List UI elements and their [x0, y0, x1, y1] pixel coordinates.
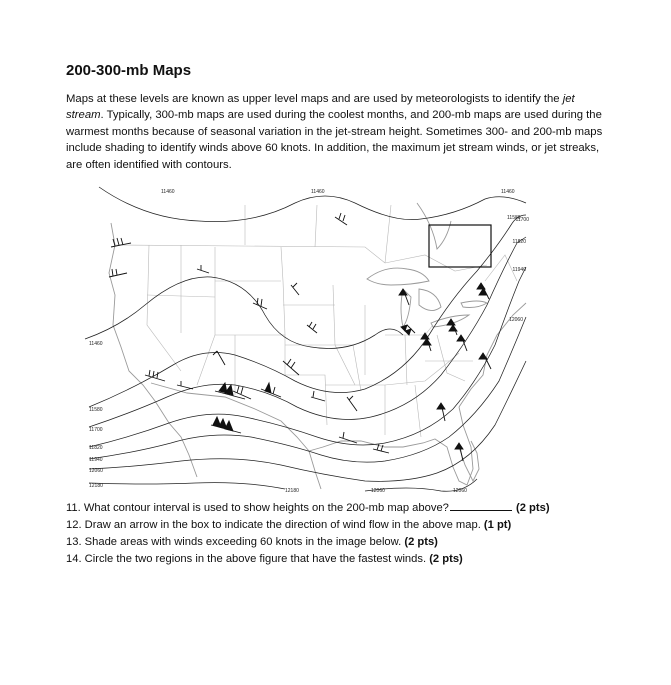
label-top-mid: 11460: [311, 189, 325, 195]
question-11: [66, 500, 550, 517]
label-west-11580: 11580: [89, 407, 103, 413]
intro-paragraph: [66, 91, 611, 173]
question-12: [66, 517, 550, 534]
intro-text-1: Maps at these levels are known as upper level maps and are used by meteorologists to identify the: [66, 93, 563, 105]
label-west-11820: 11820: [89, 445, 103, 451]
label-top-right: 11460: [501, 189, 515, 195]
question-text: Draw an arrow in the box to indicate the direction of wind flow in the above map.: [84, 519, 481, 531]
question-points: (1 pt): [483, 519, 512, 531]
question-text: Circle the two regions in the above figure that have the fastest winds.: [84, 553, 427, 565]
question-number: 14.: [66, 553, 82, 565]
upper-air-map: [85, 185, 529, 494]
intro-emphasis: jet stream: [66, 93, 575, 122]
label-east-12060: 12060: [509, 317, 523, 323]
label-ne-11700: 11700: [515, 217, 529, 223]
question-points: (2 pts): [429, 553, 463, 565]
answer-blank[interactable]: [450, 501, 512, 511]
intro-text-2: . Typically, 300-mb maps are used during the coolest months, and 200-mb maps are used during the warmest months because of seasonal variation in the jet-stream height. Sometimes 300- and 200-mb maps include shading to identify winds above 60 knots. In addition, the maximum jet stream winds, or jet streaks, are often identified with contours.: [66, 109, 603, 171]
question-points: (2 pts): [516, 502, 550, 514]
label-bottom-12060-a: 12060: [371, 488, 385, 494]
label-west-11700: 11700: [89, 427, 103, 433]
question-number: 13.: [66, 536, 82, 548]
label-top-left: 11460: [161, 189, 175, 195]
label-bottom-12180: 12180: [285, 488, 299, 494]
question-number: 11.: [66, 502, 81, 514]
label-west-12060: 12060: [89, 468, 103, 474]
label-west-11940: 11940: [89, 457, 103, 463]
question-13: [66, 534, 550, 551]
label-bottom-12060-b: 12060: [453, 488, 467, 494]
label-ne-11820: 11820: [512, 239, 526, 245]
question-text: What contour interval is used to show heights on the 200-mb map above?: [83, 502, 449, 514]
label-west-11460: 11460: [89, 341, 103, 347]
question-14: [66, 551, 550, 568]
question-points: (2 pts): [404, 536, 438, 548]
page-title: 200-300-mb Maps: [66, 62, 192, 79]
label-west-12180: 12180: [89, 483, 103, 489]
question-text: Shade areas with winds exceeding 60 knots in the image below.: [84, 536, 402, 548]
question-number: 12.: [66, 519, 82, 531]
question-list: [66, 500, 550, 568]
label-ne-11940: 11940: [512, 267, 526, 273]
label-ne-11580: 11580: [507, 215, 521, 221]
